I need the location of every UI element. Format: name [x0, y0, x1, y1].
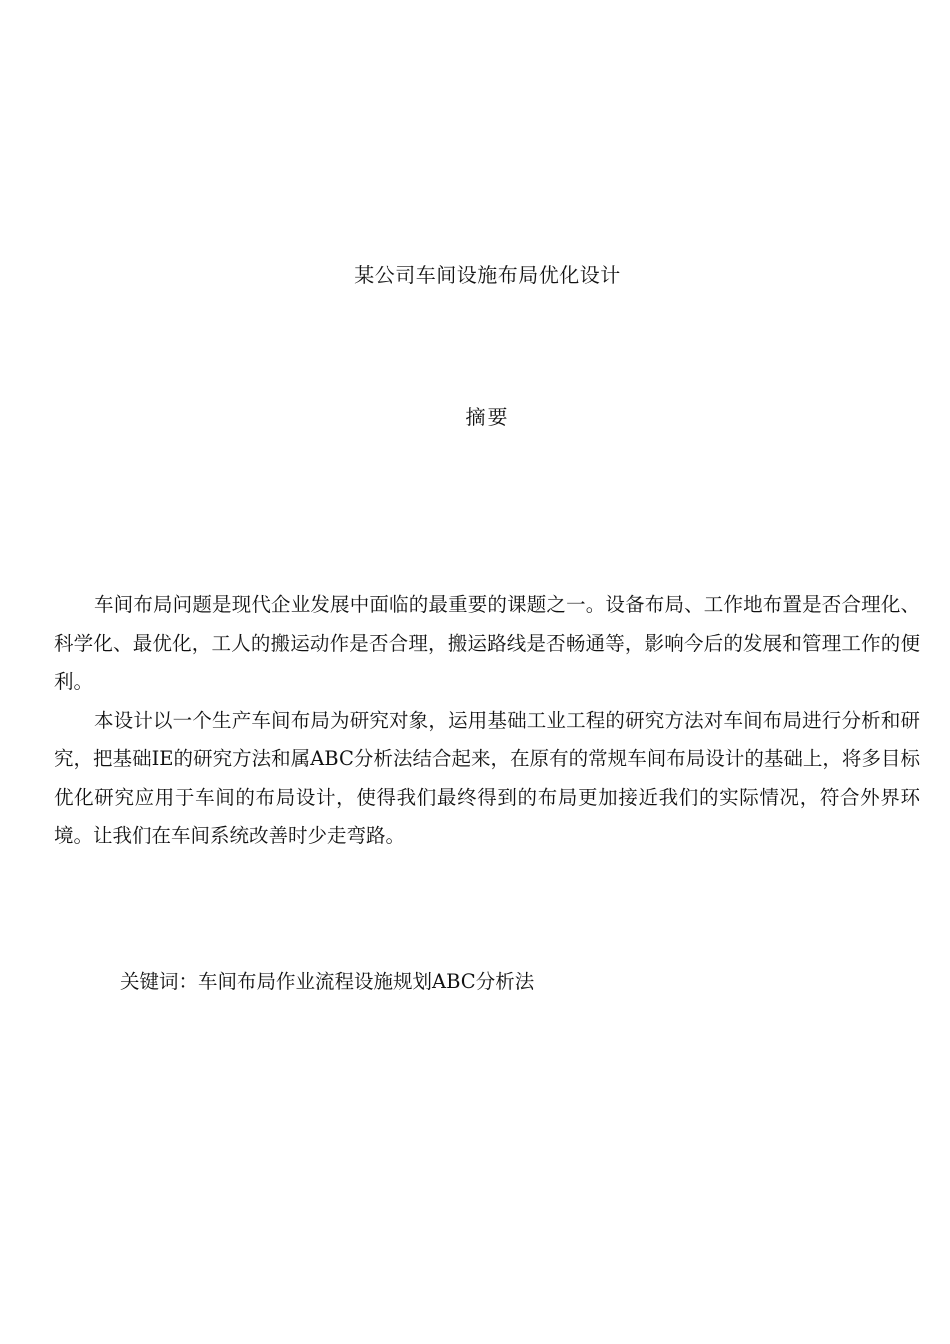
- abstract-paragraph-1: 车间布局问题是现代企业发展中面临的最重要的课题之一。设备布局、工作地布置是否合理化、科学化、最优化，工人的搬运动作是否合理，搬运路线是否畅通等，影响今后的发展和管理工作的便利。: [54, 593, 920, 693]
- abstract-heading: 摘要: [465, 405, 510, 429]
- keywords-label: 关键词：: [120, 970, 199, 993]
- abstract-body: [54, 586, 920, 856]
- keywords-line: [120, 967, 534, 997]
- abstract-paragraph-2: 本设计以一个生产车间布局为研究对象，运用基础工业工程的研究方法对车间布局进行分析和研究，把基础IE的研究方法和属ABC分析法结合起来，在原有的常规车间布局设计的基础上，将多目标优化研究应用于车间的布局设计，使得我们最终得到的布局更加接近我们的实际情况，符合外界环境。让我们在车间系统改善时少走弯路。: [54, 708, 920, 847]
- keywords-text: 车间布局作业流程设施规划ABC分析法: [198, 970, 535, 993]
- document-title: 某公司车间设施布局优化设计: [354, 263, 621, 287]
